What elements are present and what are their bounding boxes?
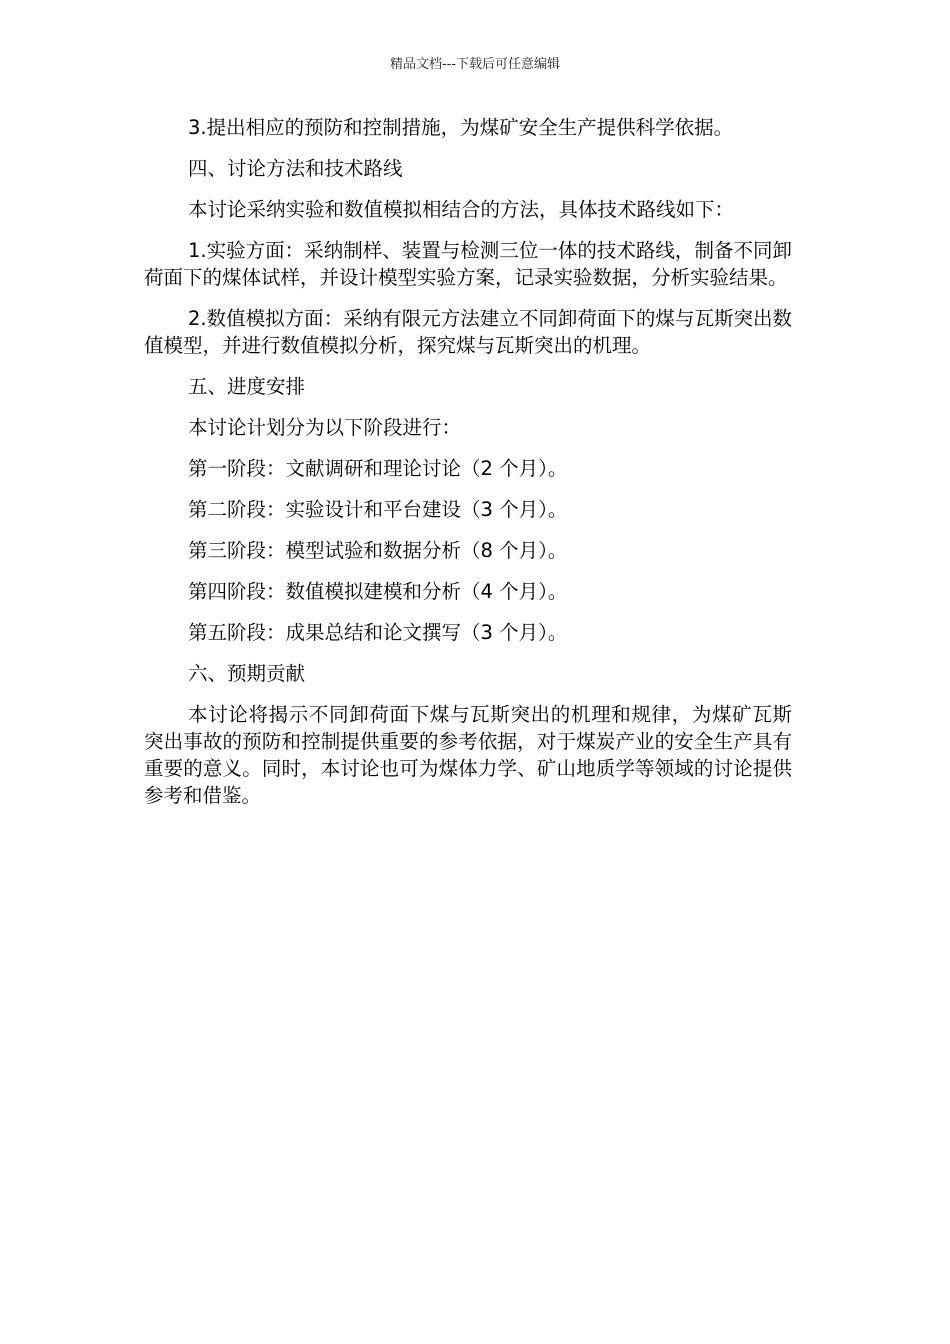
document-body <box>144 114 792 823</box>
schedule-stage-4: 第四阶段：数值模拟建模和分析（4 个月）。 <box>188 580 568 603</box>
methods-simulation: 2.数值模拟方面：采纳有限元方法建立不同卸荷面下的煤与瓦斯突出数值模型，并进行数值模拟分析，探究煤与瓦斯突出的机理。 <box>144 307 792 357</box>
schedule-intro: 本讨论计划分为以下阶段进行： <box>188 416 462 439</box>
section-heading-contribution: 六、预期贡献 <box>188 662 306 685</box>
contribution-text: 本讨论将揭示不同卸荷面下煤与瓦斯突出的机理和规律，为煤矿瓦斯突出事故的预防和控制提供重要的参考依据，对于煤炭产业的安全生产具有重要的意义。同时，本讨论也可为煤体力学、矿山地质学等领域的讨论提供参考和借鉴。 <box>144 703 792 807</box>
objective-item-3: 3.提出相应的预防和控制措施，为煤矿安全生产提供科学依据。 <box>188 116 734 139</box>
schedule-stage-5: 第五阶段：成果总结和论文撰写（3 个月）。 <box>188 621 568 644</box>
page-header: 精品文档---下载后可任意编辑 <box>389 57 561 72</box>
schedule-stage-1: 第一阶段：文献调研和理论讨论（2 个月）。 <box>188 457 568 480</box>
methods-experiment: 1.实验方面：采纳制样、装置与检测三位一体的技术路线，制备不同卸荷面下的煤体试样，并设计模型实验方案，记录实验数据，分析实验结果。 <box>144 239 792 289</box>
section-heading-methods: 四、讨论方法和技术路线 <box>188 157 403 180</box>
schedule-stage-3: 第三阶段：模型试验和数据分析（8 个月）。 <box>188 539 568 562</box>
methods-intro: 本讨论采纳实验和数值模拟相结合的方法，具体技术路线如下： <box>188 198 735 221</box>
schedule-stage-2: 第二阶段：实验设计和平台建设（3 个月）。 <box>188 498 568 521</box>
section-heading-schedule: 五、进度安排 <box>188 375 306 398</box>
